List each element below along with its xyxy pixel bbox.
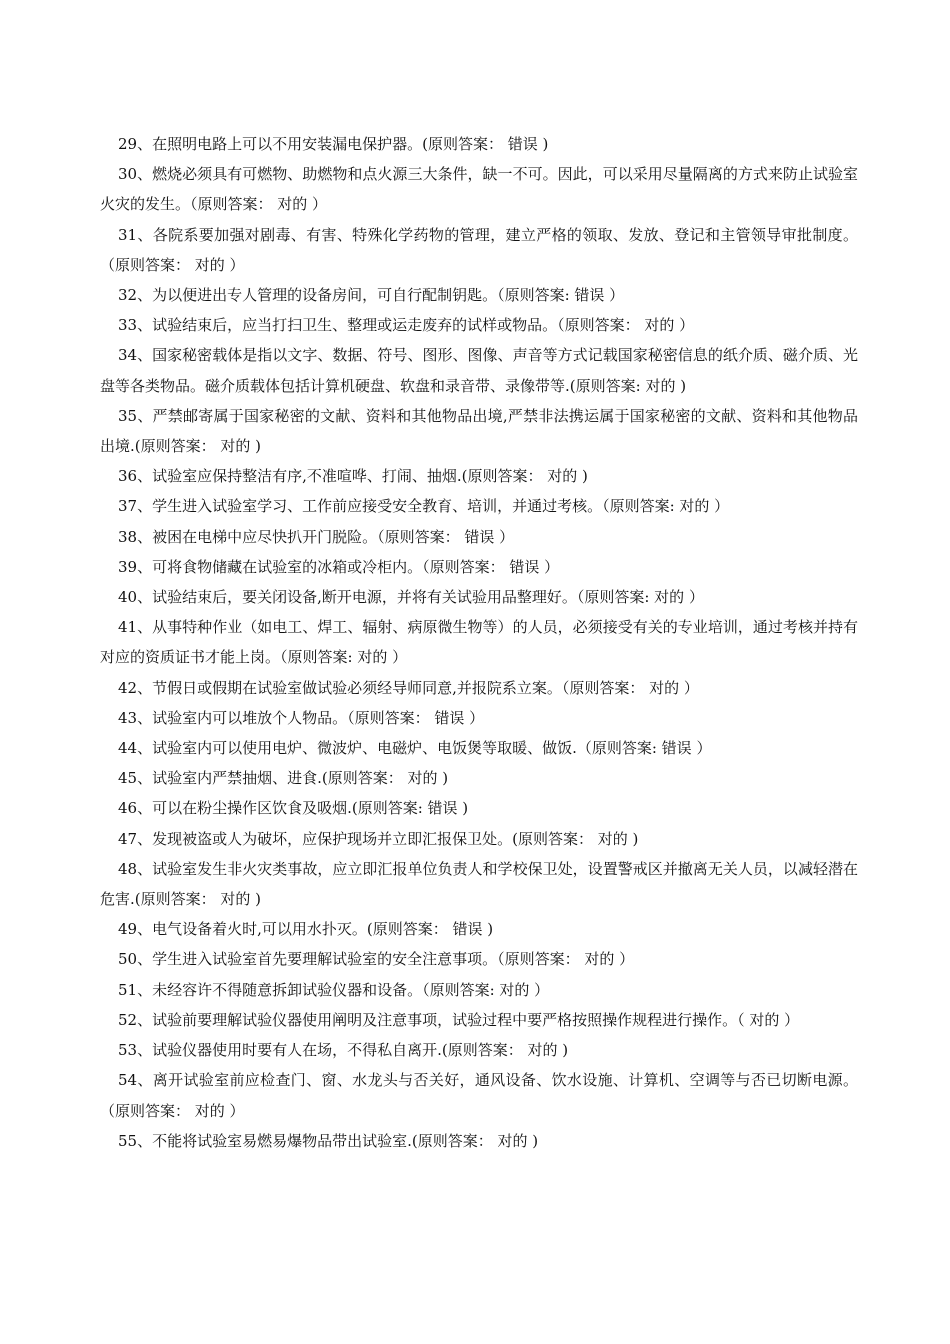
question-30: 30、燃烧必须具有可燃物、助燃物和点火源三大条件，缺一不可。因此，可以采用尽量隔离的方式来防止试验室火灾的发生。（原则答案： 对的 ） [100, 165, 858, 214]
question-33: 33、试验结束后，应当打扫卫生、整理或运走废弃的试样或物品。（原则答案： 对的 ） [118, 316, 695, 335]
question-55: 55、不能将试验室易燃易爆物品带出试验室.(原则答案： 对的 ) [118, 1131, 539, 1150]
question-35: 35、严禁邮寄属于国家秘密的文献、资料和其他物品出境,严禁非法携运属于国家秘密的文献、资料和其他物品出境.(原则答案： 对的 ) [100, 406, 858, 456]
question-51: 51、未经容许不得随意拆卸试验仪器和设备。（原则答案: 对的 ） [118, 980, 550, 999]
question-36: 36、试验室应保持整洁有序,不准喧哗、打闹、抽烟.(原则答案： 对的 ) [118, 467, 588, 486]
question-49: 49、电气设备着火时,可以用水扑灭。(原则答案： 错误 ) [118, 920, 494, 939]
question-32: 32、为以便进出专人管理的设备房间，可自行配制钥匙。（原则答案: 错误 ） [118, 286, 625, 305]
question-46: 46、可以在粉尘操作区饮食及吸烟.(原则答案: 错误 ) [118, 799, 469, 818]
question-54: 54、离开试验室前应检查门、窗、水龙头与否关好，通风设备、饮水设施、计算机、空调等与否已切断电源。（原则答案： 对的 ） [100, 1071, 858, 1120]
question-43: 43、试验室内可以堆放个人物品。（原则答案： 错误 ） [118, 708, 485, 727]
question-52: 52、试验前要理解试验仪器使用阐明及注意事项，试验过程中要严格按照操作规程进行操作。（ 对的 ） [118, 1010, 800, 1029]
question-41: 41、从事特种作业（如电工、焊工、辐射、病原微生物等）的人员，必须接受有关的专业培训，通过考核并持有对应的资质证书才能上岗。（原则答案: 对的 ） [100, 618, 858, 667]
question-45: 45、试验室内严禁抽烟、进食.(原则答案： 对的 ) [118, 769, 449, 788]
question-50: 50、学生进入试验室首先要理解试验室的安全注意事项。（原则答案： 对的 ） [118, 950, 635, 969]
question-53: 53、试验仪器使用时要有人在场，不得私自离开.(原则答案： 对的 ) [118, 1041, 569, 1060]
question-34: 34、国家秘密载体是指以文字、数据、符号、图形、图像、声音等方式记载国家秘密信息的纸介质、磁介质、光盘等各类物品。磁介质载体包括计算机硬盘、软盘和录音带、录像带等.(原则答案: 对的 ) [100, 346, 858, 395]
question-31: 31、各院系要加强对剧毒、有害、特殊化学药物的管理，建立严格的领取、发放、登记和主管领导审批制度。（原则答案： 对的 ） [100, 225, 858, 274]
question-42: 42、节假日或假期在试验室做试验必须经导师同意,并报院系立案。（原则答案： 对的 ） [118, 678, 699, 697]
question-40: 40、试验结束后，要关闭设备,断开电源，并将有关试验用品整理好。（原则答案: 对的 ） [118, 588, 704, 607]
question-29: 29、在照明电路上可以不用安装漏电保护器。(原则答案： 错误 ) [118, 135, 549, 153]
question-38: 38、被困在电梯中应尽快扒开门脱险。（原则答案： 错误 ） [118, 527, 515, 546]
question-44: 44、试验室内可以使用电炉、微波炉、电磁炉、电饭煲等取暖、做饭.（原则答案: 错误 ） [118, 739, 712, 758]
question-list [100, 129, 858, 1156]
question-39: 39、可将食物储藏在试验室的冰箱或冷柜内。（原则答案： 错误 ） [118, 557, 560, 576]
question-47: 47、发现被盗或人为破坏，应保护现场并立即汇报保卫处。(原则答案： 对的 ) [118, 829, 639, 848]
question-48: 48、试验室发生非火灾类事故，应立即汇报单位负责人和学校保卫处，设置警戒区并撤离无关人员，以减轻潜在危害.(原则答案： 对的 ) [100, 859, 858, 909]
question-37: 37、学生进入试验室学习、工作前应接受安全教育、培训，并通过考核。（原则答案: 对的 ） [118, 497, 730, 516]
